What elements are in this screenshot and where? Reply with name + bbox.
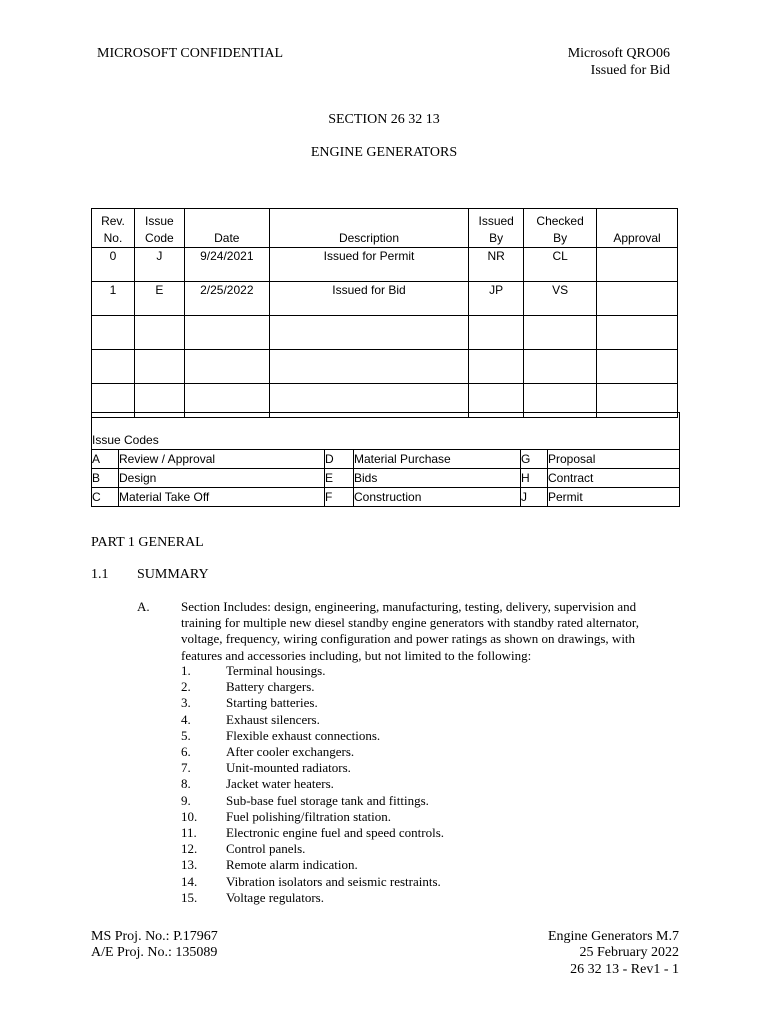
code-letter: H bbox=[521, 469, 548, 487]
list-item: Unit-mounted radiators. bbox=[226, 760, 351, 776]
list-item-number: 12. bbox=[181, 841, 198, 857]
cell-rev: 0 bbox=[92, 248, 135, 282]
code-label: Material Purchase bbox=[354, 450, 521, 468]
code-label: Permit bbox=[548, 490, 583, 504]
list-item-number: 13. bbox=[181, 857, 198, 873]
list-item: Sub-base fuel storage tank and fittings. bbox=[226, 792, 429, 808]
list-item: Voltage regulators. bbox=[226, 889, 324, 905]
col-issue-code: Issue Code bbox=[134, 209, 184, 248]
list-item-number: 6. bbox=[181, 744, 191, 759]
code-label: Contract bbox=[548, 471, 594, 485]
cell-description: Issued for Bid bbox=[269, 282, 468, 316]
list-item: Battery chargers. bbox=[226, 679, 315, 695]
list-item-number: 3. bbox=[181, 695, 191, 711]
list-item: Exhaust silencers. bbox=[226, 711, 320, 727]
list-item-number: 9. bbox=[181, 792, 191, 808]
issue-codes-header bbox=[92, 412, 679, 449]
cell-checked-by: VS bbox=[524, 282, 597, 316]
list-item-number: 11. bbox=[181, 825, 197, 840]
footer-ae-proj: A/E Proj. No.: 135089 bbox=[91, 945, 218, 960]
table-row-empty bbox=[92, 350, 678, 384]
table-row bbox=[92, 248, 678, 282]
issue-codes-row bbox=[92, 468, 679, 487]
code-letter: D bbox=[325, 450, 354, 468]
cell-date: 2/25/2022 bbox=[184, 282, 269, 316]
code-label: Review / Approval bbox=[119, 450, 325, 468]
col-approval: Approval bbox=[597, 209, 678, 248]
list-item: After cooler exchangers. bbox=[226, 744, 355, 759]
footer-date: 25 February 2022 bbox=[579, 945, 679, 960]
table-row bbox=[92, 282, 678, 316]
issue-codes-row bbox=[92, 487, 679, 506]
part-heading: PART 1 GENERAL bbox=[91, 535, 204, 550]
col-checked-by: Checked By bbox=[524, 209, 597, 248]
list-item: Flexible exhaust connections. bbox=[226, 727, 381, 743]
cell-approval bbox=[597, 248, 678, 282]
cell-approval bbox=[597, 282, 678, 316]
list-item: Electronic engine fuel and speed controls. bbox=[226, 825, 445, 840]
list-item-number: 10. bbox=[181, 808, 198, 824]
header-project: Microsoft QRO06 bbox=[567, 46, 670, 61]
list-item-number: 1. bbox=[181, 663, 191, 678]
cell-rev: 1 bbox=[92, 282, 135, 316]
footer-ms-proj: MS Proj. No.: P.17967 bbox=[91, 929, 218, 944]
footer-page-ref: 26 32 13 - Rev1 - 1 bbox=[570, 962, 679, 977]
code-label: Material Take Off bbox=[119, 488, 325, 506]
code-label: Proposal bbox=[548, 452, 596, 466]
list-item-number: 14. bbox=[181, 873, 198, 889]
revision-table-header bbox=[92, 209, 678, 248]
code-letter: E bbox=[325, 469, 354, 487]
article-title: SUMMARY bbox=[137, 567, 209, 582]
code-letter: B bbox=[92, 469, 119, 487]
list-item: Control panels. bbox=[226, 841, 306, 857]
col-rev-no: Rev. No. bbox=[92, 209, 135, 248]
cell-date: 9/24/2021 bbox=[184, 248, 269, 282]
cell-issued-by: JP bbox=[469, 282, 524, 316]
code-label: Design bbox=[119, 469, 325, 487]
list-item-number: 8. bbox=[181, 776, 191, 792]
code-letter: J bbox=[521, 488, 548, 506]
code-letter: G bbox=[521, 450, 548, 468]
list-item: Remote alarm indication. bbox=[226, 857, 358, 873]
list-item: Terminal housings. bbox=[226, 663, 326, 678]
cell-code: E bbox=[134, 282, 184, 316]
table-row-empty bbox=[92, 316, 678, 350]
list-item: Jacket water heaters. bbox=[226, 776, 334, 792]
paragraph-text: Section Includes: design, engineering, manufacturing, testing, delivery, supervision and training for multiple new diesel standby engine generators with standby rated alternator, voltage, frequency, wiring configuration and power ratings as shown on drawings, with features and accessories including, but not limited to the following: bbox=[181, 599, 639, 663]
code-label: Bids bbox=[354, 469, 521, 487]
header-confidential: MICROSOFT CONFIDENTIAL bbox=[97, 46, 284, 61]
code-letter: C bbox=[92, 488, 119, 506]
cell-issued-by: NR bbox=[469, 248, 524, 282]
list-item-number: 15. bbox=[181, 889, 198, 905]
cell-checked-by: CL bbox=[524, 248, 597, 282]
col-description: Description bbox=[269, 209, 468, 248]
issue-codes-row bbox=[92, 449, 679, 468]
article-number: 1.1 bbox=[91, 567, 109, 582]
cell-code: J bbox=[134, 248, 184, 282]
issue-codes-title: Issue Codes bbox=[92, 433, 159, 447]
issue-codes-table bbox=[91, 412, 680, 507]
list-item: Vibration isolators and seismic restraints. bbox=[226, 873, 441, 889]
col-issued-by: Issued By bbox=[469, 209, 524, 248]
list-item-number: 4. bbox=[181, 711, 191, 727]
col-date: Date bbox=[184, 209, 269, 248]
code-label: Construction bbox=[354, 488, 521, 506]
list-item: Fuel polishing/filtration station. bbox=[226, 808, 392, 824]
code-letter: A bbox=[92, 450, 119, 468]
header-status: Issued for Bid bbox=[590, 63, 670, 78]
list-item-number: 5. bbox=[181, 727, 191, 743]
list-item-number: 7. bbox=[181, 760, 191, 776]
revision-table bbox=[91, 208, 678, 418]
paragraph-letter: A. bbox=[137, 599, 150, 614]
footer-doc-title: Engine Generators M.7 bbox=[547, 929, 679, 944]
list-item: Starting batteries. bbox=[226, 695, 318, 711]
code-letter: F bbox=[325, 488, 354, 506]
section-title: ENGINE GENERATORS bbox=[310, 145, 458, 160]
section-number: SECTION 26 32 13 bbox=[328, 112, 440, 127]
cell-description: Issued for Permit bbox=[269, 248, 468, 282]
list-item-number: 2. bbox=[181, 679, 191, 695]
